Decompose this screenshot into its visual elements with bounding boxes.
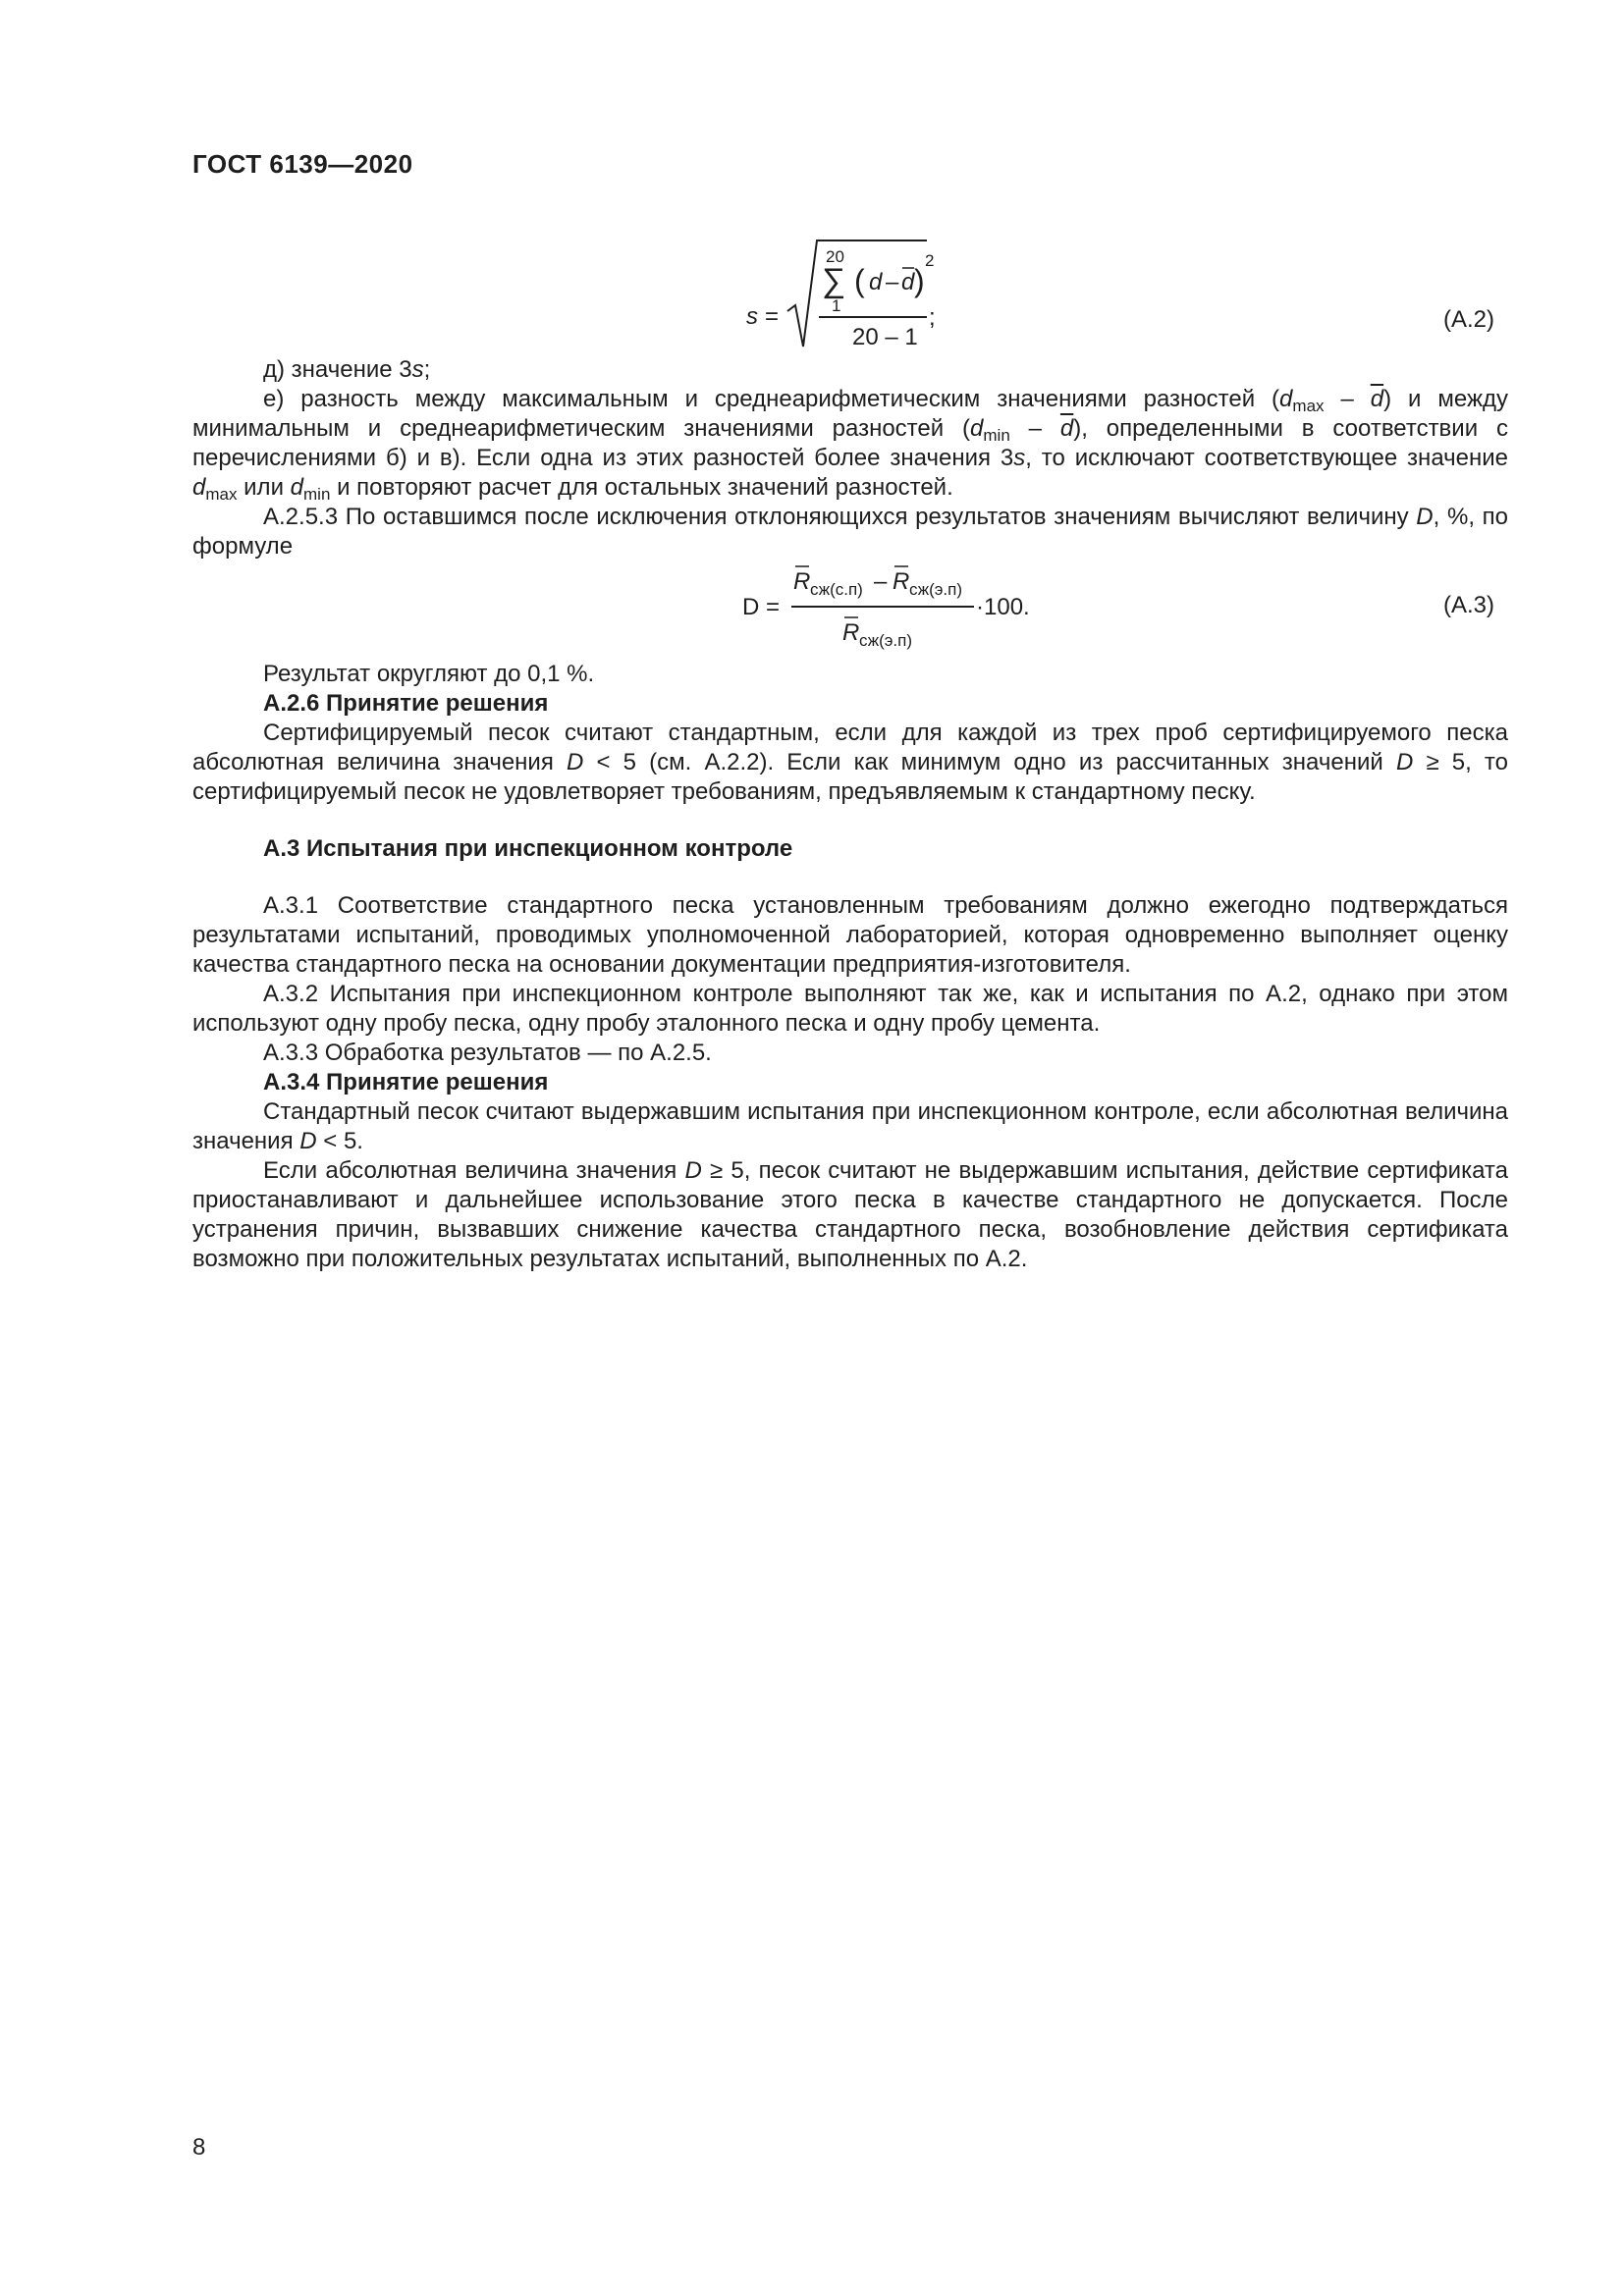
formula-a2-minus: – bbox=[886, 269, 899, 295]
paragraph-a31: А.3.1 Соответствие стандартного песка установленным требованиям должно ежегодно подтверждаться результатами испытаний, проводимых уполномоченной лабораторией, которая одновременно выполняет оценку качества стандартного песка на основании документации предприятия-изготовителя. bbox=[192, 892, 1508, 978]
formula-a3-r2-sub: сж(э.п) bbox=[909, 580, 962, 599]
item-d: д) значение 3s; bbox=[263, 356, 431, 383]
formula-a3-r2: R bbox=[893, 568, 910, 595]
item-e: е) разность между максимальным и среднеарифметическим значениями разностей $(d_{max} - \overline{d})$ и между минимальным и среднеарифметическим значениями разностей $(d_{min} - \overline{d})$, определенными в соответствии с перечислениями б) и в). Если одна из этих разностей более значения 3s, то исключают соответствующее значение $d_{max}$ или $d_{min}$ и повторяют расчет для остальных значений разностей. bbox=[192, 386, 1509, 504]
formula-a2-number: (А.2) bbox=[1443, 306, 1495, 333]
formula-a2-sigma: ∑ bbox=[822, 262, 846, 299]
formula-a2-exponent: 2 bbox=[925, 251, 935, 270]
formula-a2-var-d: d bbox=[869, 269, 883, 295]
formula-a2-lhs: s = bbox=[746, 303, 779, 330]
formula-a2-sum-lower: 1 bbox=[832, 296, 841, 315]
page-number: 8 bbox=[192, 2134, 206, 2161]
formula-a3-r3-sub: сж(э.п) bbox=[859, 631, 912, 650]
paragraph-a34-1: Стандартный песок считают выдержавшим испытания при инспекционном контроле, если абсолютная величина значения D < 5. bbox=[192, 1098, 1508, 1154]
formula-a3-tail: ·100. bbox=[976, 594, 1030, 620]
rounding-note: Результат округляют до 0,1 %. bbox=[263, 661, 595, 687]
formula-a2-paren-open: ( bbox=[854, 263, 865, 298]
paragraph-a33: А.3.3 Обработка результатов — по А.2.5. bbox=[263, 1040, 712, 1066]
paragraph-a34-2: Если абсолютная величина значения D ≥ 5, песок считают не выдержавшим испытания, действие сертификата приостанавливают и дальнейшее использование этого песка в качестве стандартного не допускается. После устранения причин, вызвавших снижение качества стандартного песка, возобновление действия сертификата возможно при положительных результатах испытаний, выполненных по А.2. bbox=[192, 1157, 1509, 1272]
formula-a3-minus: – bbox=[874, 568, 888, 595]
text-block-1 bbox=[192, 355, 1508, 561]
formula-a3-r3: R bbox=[842, 619, 860, 646]
paragraph-a26: Сертифицируемый песок считают стандартным, если для каждой из трех проб сертифицируемого песка абсолютная величина значения D < 5 (см. А.2.2). Если как минимум одно из рассчитанных значений D ≥ 5, то сертифицируемый песок не удовлетворяет требованиям, предъявляемым к стандартному песку. bbox=[192, 720, 1509, 805]
heading-a26: А.2.6 Принятие решения bbox=[263, 690, 549, 717]
paragraph-a253: А.2.5.3 По оставшимся после исключения отклоняющихся результатов значениям вычисляют величину D, %, по формуле bbox=[192, 504, 1508, 560]
formula-a3-r1-sub: сж(с.п) bbox=[810, 580, 863, 599]
document-header: ГОСТ 6139—2020 bbox=[192, 149, 413, 179]
formula-a2-paren-close: ) bbox=[914, 263, 925, 298]
formula-a2-denominator: 20 – 1 bbox=[852, 324, 918, 350]
formula-a3-r1: R bbox=[793, 568, 811, 595]
formula-a3-number: (А.3) bbox=[1443, 592, 1495, 618]
formula-a3-lhs: D = bbox=[742, 594, 781, 620]
formula-a2-terminator: ; bbox=[929, 304, 936, 331]
formula-a2-var-dbar: d bbox=[901, 269, 915, 295]
formula-a2 bbox=[727, 231, 952, 358]
formula-a2-sum-upper: 20 bbox=[826, 247, 844, 266]
formula-a3 bbox=[717, 558, 1051, 656]
text-block-2 bbox=[192, 660, 1508, 1274]
heading-a34: А.3.4 Принятие решения bbox=[263, 1069, 549, 1095]
paragraph-a32: А.3.2 Испытания при инспекционном контроле выполняют так же, как и испытания по А.2, однако при этом используют одну пробу песка, одну пробу эталонного песка и одну пробу цемента. bbox=[192, 981, 1508, 1037]
heading-a3: А.3 Испытания при инспекционном контроле bbox=[263, 835, 793, 862]
